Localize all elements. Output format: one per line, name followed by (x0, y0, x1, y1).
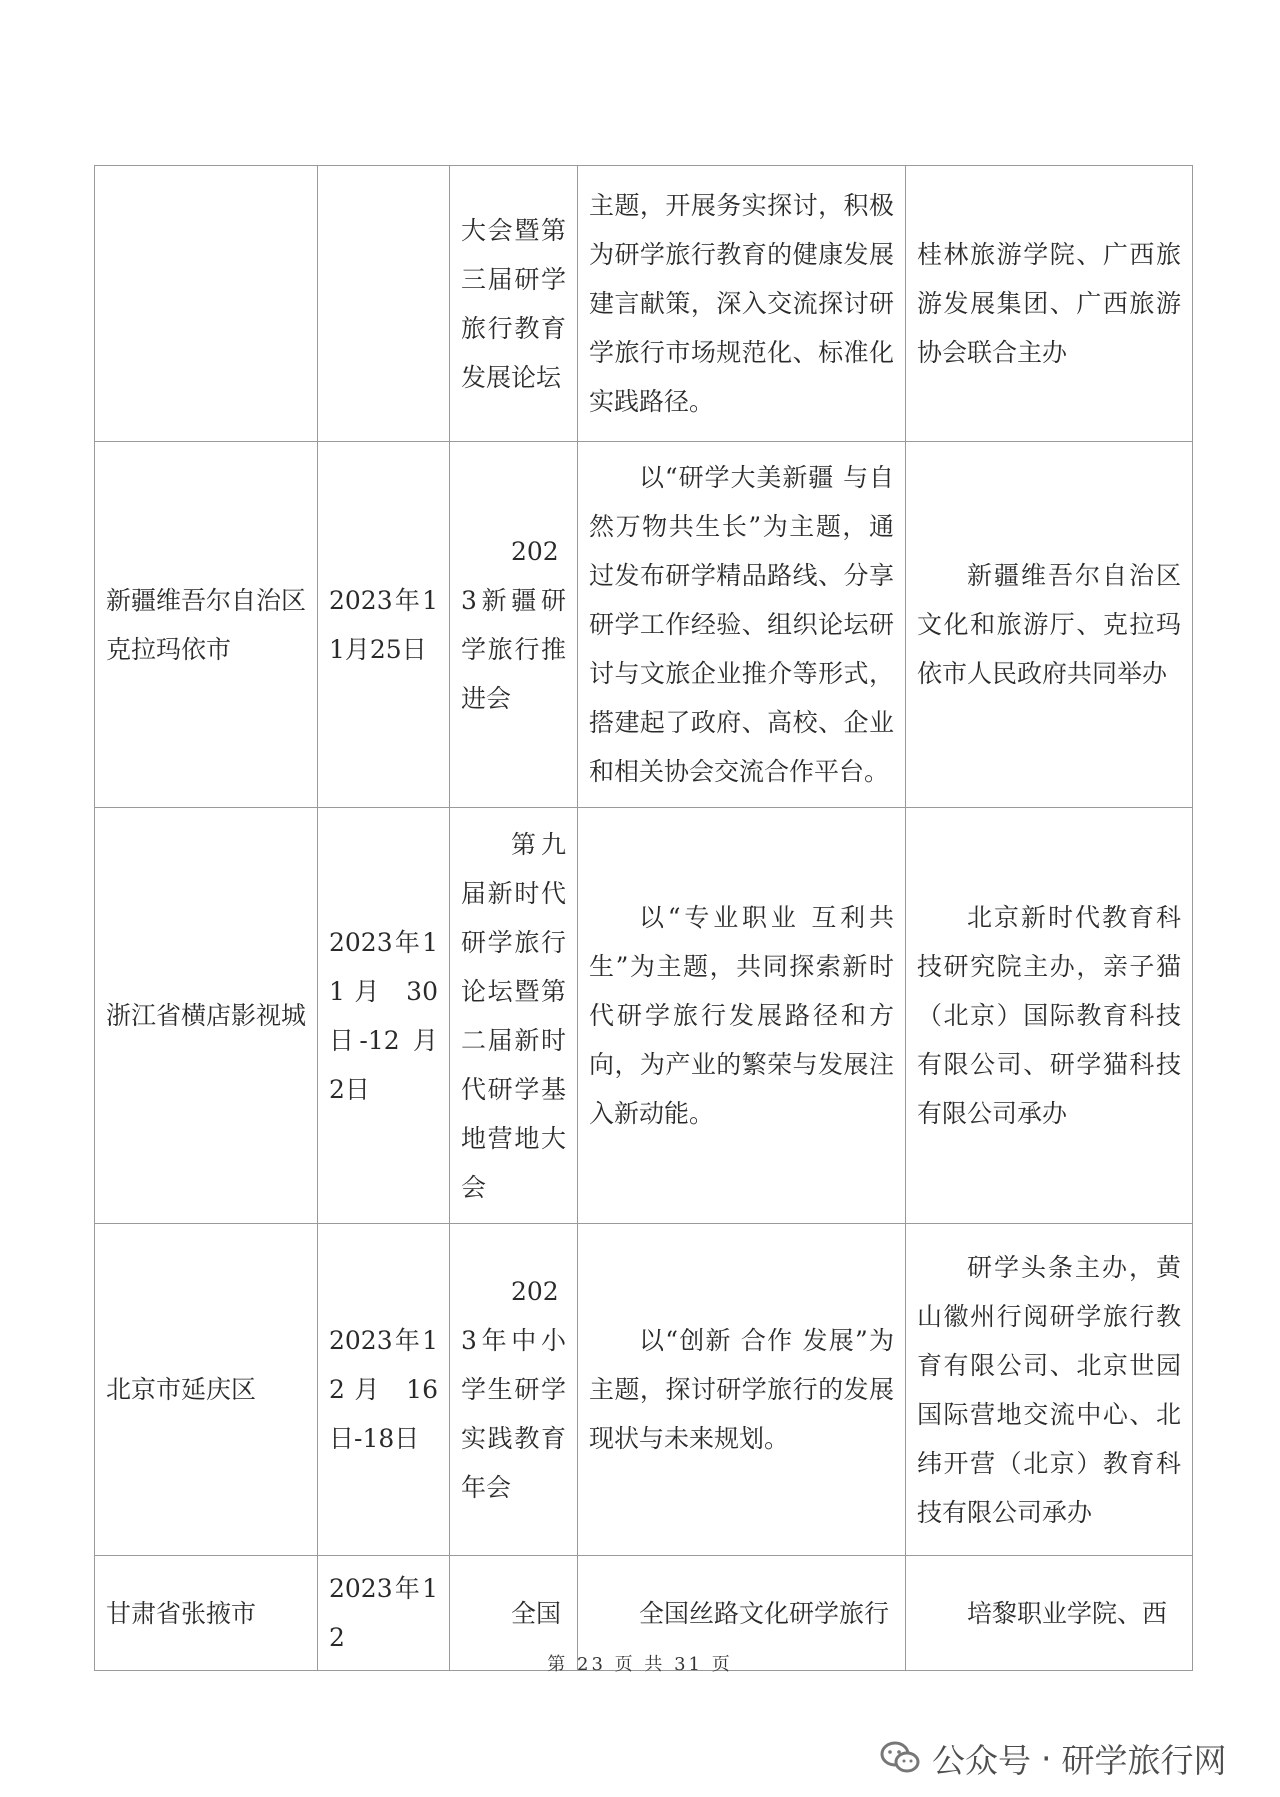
event-cell (450, 1224, 578, 1556)
event-text: 2023年中小学生研学实践教育年会 (461, 1277, 566, 1502)
content-text: 以“专业职业 互利共生”为主题，共同探索新时代研学旅行发展路径和方向，为产业的繁荣与发展注入新动能。 (589, 903, 894, 1128)
table-row (95, 808, 1193, 1224)
table-row (95, 1224, 1193, 1556)
table-row (95, 442, 1193, 808)
content-cell (578, 1224, 906, 1556)
event-cell (450, 808, 578, 1224)
organizer-text: 研学头条主办，黄山徽州行阅研学旅行教育有限公司、北京世园国际营地交流中心、北纬开营（北京）教育科技有限公司承办 (917, 1252, 1181, 1527)
date-cell (318, 166, 450, 442)
event-text: 第九届新时代研学旅行论坛暨第二届新时代研学基地营地大会 (461, 829, 566, 1202)
location-cell (95, 166, 318, 442)
content-text: 以“研学大美新疆 与自然万物共生长”为主题，通过发布研学精品路线、分享研学工作经验、组织论坛研讨与文旅企业推介等形式，搭建起了政府、高校、企业和相关协会交流合作平台。 (589, 463, 894, 786)
organizer-text: 北京新时代教育科技研究院主办，亲子猫（北京）国际教育科技有限公司、研学猫科技有限公司承办 (917, 903, 1181, 1128)
table-row (95, 166, 1193, 442)
content-cell (578, 442, 906, 808)
page-number: 第 23 页 共 31 页 (547, 1654, 733, 1675)
content-text: 以“创新 合作 发展”为主题，探讨研学旅行的发展现状与未来规划。 (589, 1326, 894, 1453)
location-cell: 甘肃省张掖市 (95, 1556, 318, 1671)
organizer-text: 培黎职业学院、西 (967, 1598, 1168, 1628)
date-cell: 2023年11月25日 (318, 442, 450, 808)
watermark-label: 公众号 (932, 1740, 1031, 1780)
event-cell: 大会暨第三届研学旅行教育发展论坛 (450, 166, 578, 442)
location-cell: 浙江省横店影视城 (95, 808, 318, 1224)
watermark (880, 1736, 1227, 1780)
organizer-cell (906, 1224, 1193, 1556)
location-cell: 北京市延庆区 (95, 1224, 318, 1556)
organizer-cell (906, 808, 1193, 1224)
date-cell: 2023年12 (318, 1556, 450, 1671)
date-cell: 2023年12月 16 日-18日 (318, 1224, 450, 1556)
event-cell (450, 442, 578, 808)
watermark-account: 研学旅行网 (1061, 1740, 1227, 1780)
organizer-cell (906, 442, 1193, 808)
location-cell: 新疆维吾尔自治区克拉玛依市 (95, 442, 318, 808)
event-text: 2023新疆研学旅行推进会 (461, 536, 566, 713)
activity-table (94, 165, 1193, 1671)
date-cell: 2023年11月 30 日-12 月 2日 (318, 808, 450, 1224)
watermark-separator: · (1041, 1738, 1052, 1778)
event-text: 全国 (511, 1598, 562, 1628)
content-text: 全国丝路文化研学旅行 (639, 1598, 890, 1628)
content-cell (578, 808, 906, 1224)
organizer-cell: 桂林旅游学院、广西旅游发展集团、广西旅游协会联合主办 (906, 166, 1193, 442)
content-cell: 主题，开展务实探讨，积极为研学旅行教育的健康发展建言献策，深入交流探讨研学旅行市场规范化、标准化实践路径。 (578, 166, 906, 442)
organizer-text: 新疆维吾尔自治区文化和旅游厅、克拉玛依市人民政府共同举办 (917, 561, 1181, 688)
wechat-icon (880, 1741, 920, 1775)
